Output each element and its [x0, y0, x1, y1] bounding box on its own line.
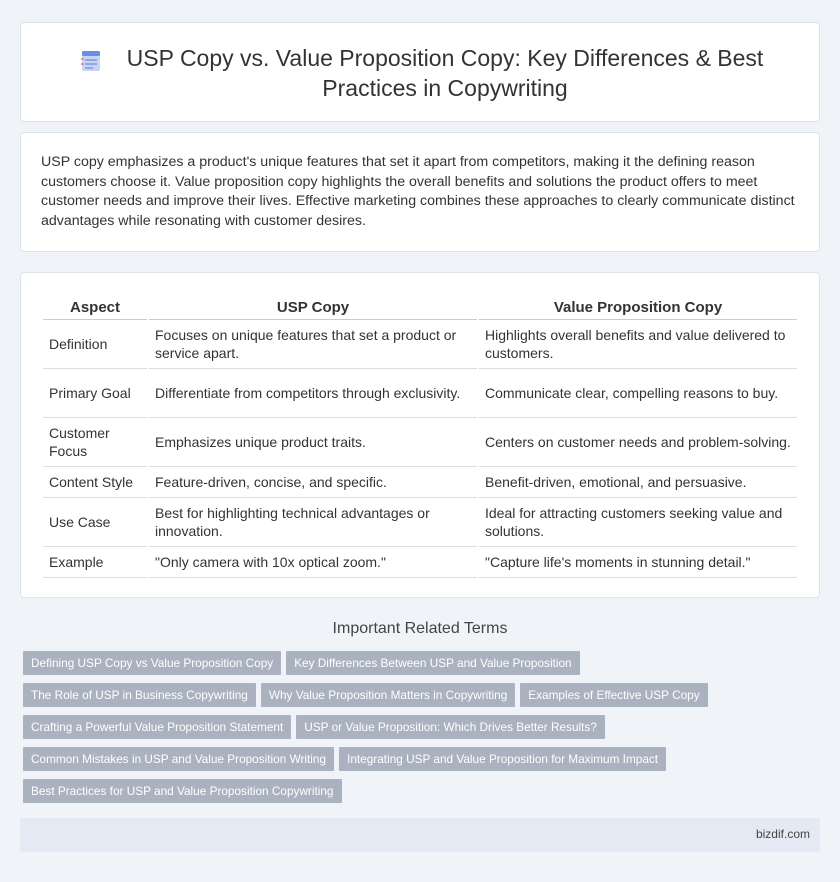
- usp-cell: Focuses on unique features that set a product or service apart.: [149, 320, 477, 369]
- intro-text: USP copy emphasizes a product's unique features that set it apart from competitors, making it the defining reason customers choose it. Value proposition copy highlights the overall benefits and solutions the product offers to meet customer needs and improve their lives. Effective marketing combines these approaches to clearly communicate distinct advantages while resonating with customer desires.: [41, 154, 795, 229]
- aspect-cell: Customer Focus: [43, 418, 147, 467]
- related-term-tag[interactable]: Best Practices for USP and Value Proposition Copywriting: [23, 779, 342, 803]
- usp-cell: Best for highlighting technical advantages or innovation.: [149, 498, 477, 547]
- value-prop-cell: Ideal for attracting customers seeking value and solutions.: [479, 498, 797, 547]
- related-term-tag[interactable]: USP or Value Proposition: Which Drives Better Results?: [296, 715, 605, 739]
- table-row: [43, 547, 797, 578]
- document-icon: [79, 49, 103, 73]
- value-prop-cell: Centers on customer needs and problem-solving.: [479, 418, 797, 467]
- related-term-tag[interactable]: The Role of USP in Business Copywriting: [23, 683, 256, 707]
- usp-cell: Feature-driven, concise, and specific.: [149, 467, 477, 498]
- aspect-cell: Content Style: [43, 467, 147, 498]
- comparison-card: [20, 272, 820, 598]
- related-term-tag[interactable]: Common Mistakes in USP and Value Proposition Writing: [23, 747, 334, 771]
- related-terms-list: [23, 651, 813, 811]
- value-prop-cell: "Capture life's moments in stunning detail.": [479, 547, 797, 578]
- related-terms-title: Important Related Terms: [332, 620, 508, 637]
- table-row: [43, 498, 797, 547]
- column-header: Aspect: [43, 295, 147, 320]
- value-prop-cell: Communicate clear, compelling reasons to buy.: [479, 369, 797, 418]
- aspect-cell: Use Case: [43, 498, 147, 547]
- related-term-tag[interactable]: Crafting a Powerful Value Proposition Statement: [23, 715, 291, 739]
- footer: [20, 818, 820, 852]
- column-header: USP Copy: [149, 295, 477, 320]
- table-row: [43, 320, 797, 369]
- aspect-cell: Example: [43, 547, 147, 578]
- related-term-tag[interactable]: Why Value Proposition Matters in Copywriting: [261, 683, 515, 707]
- usp-cell: "Only camera with 10x optical zoom.": [149, 547, 477, 578]
- footer-site-link[interactable]: bizdif.com: [755, 827, 810, 841]
- comparison-table: [41, 295, 799, 578]
- related-term-tag[interactable]: Key Differences Between USP and Value Proposition: [286, 651, 579, 675]
- table-row: [43, 467, 797, 498]
- value-prop-cell: Highlights overall benefits and value delivered to customers.: [479, 320, 797, 369]
- usp-cell: Differentiate from competitors through exclusivity.: [149, 369, 477, 418]
- header-card: [20, 22, 820, 122]
- related-term-tag[interactable]: Defining USP Copy vs Value Proposition Copy: [23, 651, 281, 675]
- aspect-cell: Definition: [43, 320, 147, 369]
- related-term-tag[interactable]: Examples of Effective USP Copy: [520, 683, 707, 707]
- intro-card: [20, 132, 820, 252]
- value-prop-cell: Benefit-driven, emotional, and persuasive.: [479, 467, 797, 498]
- column-header: Value Proposition Copy: [479, 295, 797, 320]
- related-term-tag[interactable]: Integrating USP and Value Proposition for Maximum Impact: [339, 747, 666, 771]
- page-title: USP Copy vs. Value Proposition Copy: Key Differences & Best Practices in Copywriting: [126, 45, 764, 101]
- table-row: [43, 369, 797, 418]
- table-row: [43, 418, 797, 467]
- usp-cell: Emphasizes unique product traits.: [149, 418, 477, 467]
- aspect-cell: Primary Goal: [43, 369, 147, 418]
